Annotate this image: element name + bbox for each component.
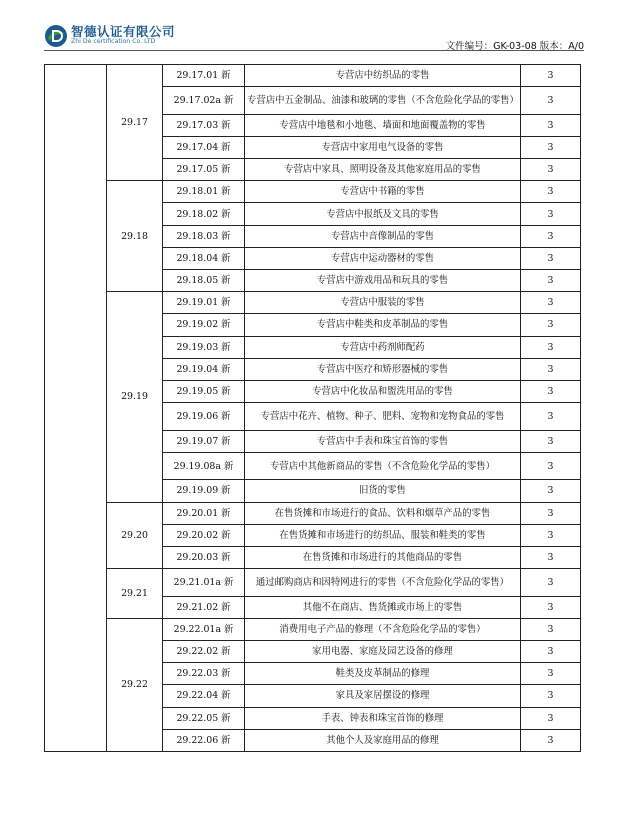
risk-level-cell: 3 — [521, 181, 581, 203]
description-cell: 专营店中家用电气设备的零售 — [245, 136, 521, 158]
table-row — [45, 502, 581, 524]
group-code-cell: 29.21 — [107, 569, 163, 619]
risk-level-cell: 3 — [521, 640, 581, 662]
risk-level-cell: 3 — [521, 380, 581, 402]
risk-level-cell: 3 — [521, 65, 581, 87]
scope-table — [44, 64, 581, 752]
sub-code-cell: 29.17.02a 新 — [163, 87, 245, 115]
risk-level-cell: 3 — [521, 546, 581, 568]
risk-level-cell: 3 — [521, 596, 581, 618]
sub-code-cell: 29.17.04 新 — [163, 136, 245, 158]
description-cell: 专营店中音像制品的零售 — [245, 225, 521, 247]
description-cell: 家用电器、家庭及园艺设备的修理 — [245, 640, 521, 662]
sub-code-cell: 29.22.05 新 — [163, 707, 245, 729]
description-cell: 专营店中其他新商品的零售（不含危险化学品的零售） — [245, 452, 521, 480]
description-cell: 鞋类及皮革制品的修理 — [245, 663, 521, 685]
sub-code-cell: 29.18.04 新 — [163, 247, 245, 269]
description-cell: 专营店中报纸及文具的零售 — [245, 203, 521, 225]
description-cell: 专营店中五金制品、油漆和玻璃的零售（不含危险化学品的零售） — [245, 87, 521, 115]
group-code-cell: 29.20 — [107, 502, 163, 569]
sub-code-cell: 29.22.06 新 — [163, 729, 245, 751]
sub-code-cell: 29.19.02 新 — [163, 314, 245, 336]
risk-level-cell: 3 — [521, 430, 581, 452]
risk-level-cell: 3 — [521, 136, 581, 158]
description-cell: 专营店中鞋类和皮革制品的零售 — [245, 314, 521, 336]
sub-code-cell: 29.17.05 新 — [163, 159, 245, 181]
risk-level-cell: 3 — [521, 524, 581, 546]
description-cell: 专营店中医疗和矫形器械的零售 — [245, 358, 521, 380]
table-row — [45, 569, 581, 597]
group-code-cell: 29.18 — [107, 181, 163, 292]
group-code-cell: 29.22 — [107, 618, 163, 751]
sub-code-cell: 29.18.05 新 — [163, 270, 245, 292]
risk-level-cell: 3 — [521, 159, 581, 181]
sub-code-cell: 29.22.03 新 — [163, 663, 245, 685]
sub-code-cell: 29.17.03 新 — [163, 114, 245, 136]
sub-code-cell: 29.19.05 新 — [163, 380, 245, 402]
sub-code-cell: 29.22.04 新 — [163, 685, 245, 707]
risk-level-cell: 3 — [521, 203, 581, 225]
risk-level-cell: 3 — [521, 403, 581, 431]
risk-level-cell: 3 — [521, 292, 581, 314]
description-cell: 消费用电子产品的修理（不含危险化学品的零售） — [245, 618, 521, 640]
description-cell: 专营店中花卉、植物、种子、肥料、宠物和宠物食品的零售 — [245, 403, 521, 431]
risk-level-cell: 3 — [521, 225, 581, 247]
sub-code-cell: 29.19.09 新 — [163, 480, 245, 502]
sub-code-cell: 29.18.01 新 — [163, 181, 245, 203]
company-name-en: Zhi De certification Co. LTD — [71, 38, 156, 45]
description-cell: 手表、钟表和珠宝首饰的修理 — [245, 707, 521, 729]
description-cell: 专营店中手表和珠宝首饰的零售 — [245, 430, 521, 452]
risk-level-cell: 3 — [521, 314, 581, 336]
risk-level-cell: 3 — [521, 87, 581, 115]
risk-level-cell: 3 — [521, 358, 581, 380]
group-code-cell: 29.17 — [107, 65, 163, 181]
risk-level-cell: 3 — [521, 480, 581, 502]
risk-level-cell: 3 — [521, 707, 581, 729]
description-cell: 在售货摊和市场进行的其他商品的零售 — [245, 546, 521, 568]
sub-code-cell: 29.21.01a 新 — [163, 569, 245, 597]
sub-code-cell: 29.19.06 新 — [163, 403, 245, 431]
sub-code-cell: 29.21.02 新 — [163, 596, 245, 618]
description-cell: 专营店中纺织品的零售 — [245, 65, 521, 87]
description-cell: 专营店中药剂师配药 — [245, 336, 521, 358]
risk-level-cell: 3 — [521, 247, 581, 269]
sub-code-cell: 29.22.01a 新 — [163, 618, 245, 640]
table-row — [45, 292, 581, 314]
zhide-logo-icon — [44, 24, 68, 48]
risk-level-cell: 3 — [521, 663, 581, 685]
risk-level-cell: 3 — [521, 270, 581, 292]
document-number: 文件编号：GK-03-08 版本：A/0 — [445, 41, 584, 52]
sub-code-cell: 29.18.03 新 — [163, 225, 245, 247]
description-cell: 专营店中书籍的零售 — [245, 181, 521, 203]
description-cell: 专营店中运动器材的零售 — [245, 247, 521, 269]
description-cell: 专营店中家具、照明设备及其他家庭用品的零售 — [245, 159, 521, 181]
description-cell: 专营店中服装的零售 — [245, 292, 521, 314]
sub-code-cell: 29.19.01 新 — [163, 292, 245, 314]
sub-code-cell: 29.19.07 新 — [163, 430, 245, 452]
company-name-cn: 智德认证有限公司 — [71, 24, 176, 39]
sub-code-cell: 29.19.04 新 — [163, 358, 245, 380]
risk-level-cell: 3 — [521, 729, 581, 751]
sub-code-cell: 29.18.02 新 — [163, 203, 245, 225]
description-cell: 专营店中地毯和小地毯、墙面和地面覆盖物的零售 — [245, 114, 521, 136]
description-cell: 专营店中游戏用品和玩具的零售 — [245, 270, 521, 292]
group-code-cell: 29.19 — [107, 292, 163, 502]
sub-code-cell: 29.20.01 新 — [163, 502, 245, 524]
header-divider — [44, 50, 584, 51]
risk-level-cell: 3 — [521, 569, 581, 597]
sub-code-cell: 29.19.08a 新 — [163, 452, 245, 480]
company-logo — [44, 24, 244, 50]
description-cell: 其他不在商店、售货摊或市场上的零售 — [245, 596, 521, 618]
risk-level-cell: 3 — [521, 452, 581, 480]
risk-level-cell: 3 — [521, 114, 581, 136]
category-cell — [45, 65, 107, 752]
sub-code-cell: 29.20.03 新 — [163, 546, 245, 568]
description-cell: 旧货的零售 — [245, 480, 521, 502]
table-row — [45, 181, 581, 203]
table-row — [45, 618, 581, 640]
description-cell: 通过邮购商店和因特网进行的零售（不含危险化学品的零售） — [245, 569, 521, 597]
description-cell: 在售货摊和市场进行的食品、饮料和烟草产品的零售 — [245, 502, 521, 524]
risk-level-cell: 3 — [521, 618, 581, 640]
description-cell: 专营店中化妆品和盥洗用品的零售 — [245, 380, 521, 402]
risk-level-cell: 3 — [521, 502, 581, 524]
description-cell: 家具及家居摆设的修理 — [245, 685, 521, 707]
risk-level-cell: 3 — [521, 685, 581, 707]
sub-code-cell: 29.22.02 新 — [163, 640, 245, 662]
sub-code-cell: 29.19.03 新 — [163, 336, 245, 358]
sub-code-cell: 29.17.01 新 — [163, 65, 245, 87]
risk-level-cell: 3 — [521, 336, 581, 358]
page-header — [44, 24, 584, 52]
table-row — [45, 65, 581, 87]
sub-code-cell: 29.20.02 新 — [163, 524, 245, 546]
description-cell: 其他个人及家庭用品的修理 — [245, 729, 521, 751]
description-cell: 在售货摊和市场进行的纺织品、服装和鞋类的零售 — [245, 524, 521, 546]
